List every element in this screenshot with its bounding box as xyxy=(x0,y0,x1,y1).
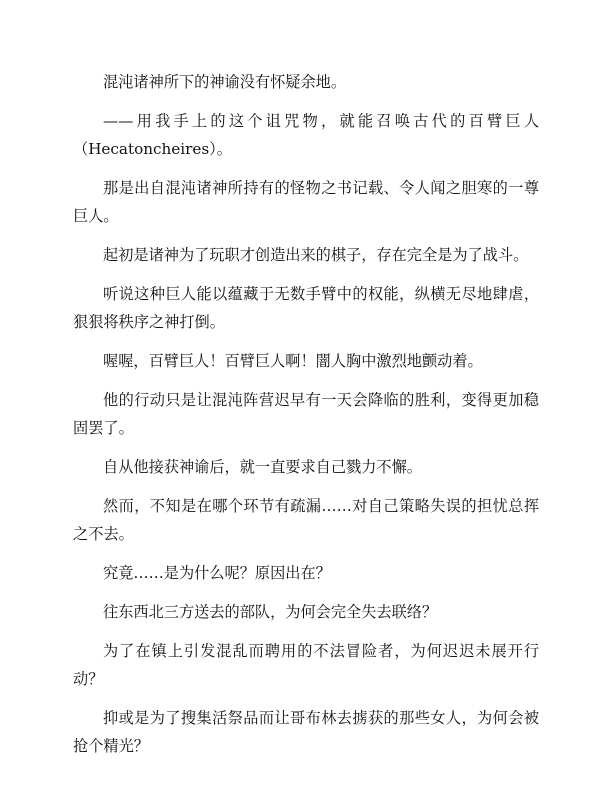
paragraph: 混沌诸神所下的神谕没有怀疑余地。 xyxy=(103,73,346,91)
body-text xyxy=(73,68,539,771)
paragraph: 听说这种巨人能以蕴藏于无数手臂中的权能，纵横无尽地肆虐，狠狠将秩序之神打倒。 xyxy=(73,285,539,331)
paragraph: 自从他接获神谕后，就一直要求自己戮力不懈。 xyxy=(103,458,422,476)
paragraph: 究竟……是为什么呢？原因出在？ xyxy=(103,564,331,582)
paragraph: 起初是诸神为了玩职才创造出来的棋子，存在完全是为了战斗。 xyxy=(103,246,529,264)
paragraph: 那是出自混沌诸神所持有的怪物之书记载、令人闻之胆寒的一尊巨人。 xyxy=(73,179,539,225)
paragraph: 他的行动只是让混沌阵营迟早有一天会降临的胜利，变得更加稳固罢了。 xyxy=(73,391,539,437)
paragraph: 为了在镇上引发混乱而聘用的不法冒险者，为何迟迟未展开行动？ xyxy=(73,642,539,688)
paragraph: 往东西北三方送去的部队，为何会完全失去联络？ xyxy=(103,603,438,621)
paragraph: 喔喔，百臂巨人！百臂巨人啊！闇人胸中激烈地颤动着。 xyxy=(103,352,483,370)
paragraph: 抑或是为了搜集活祭品而让哥布林去掳获的那些女人，为何会被抢个精光？ xyxy=(73,709,539,755)
paragraph: 然而，不知是在哪个环节有疏漏……对自己策略失误的担忧总挥之不去。 xyxy=(73,497,539,543)
paragraph: ——用我手上的这个诅咒物，就能召唤古代的百臂巨人（Hecatoncheires）。 xyxy=(73,112,539,158)
